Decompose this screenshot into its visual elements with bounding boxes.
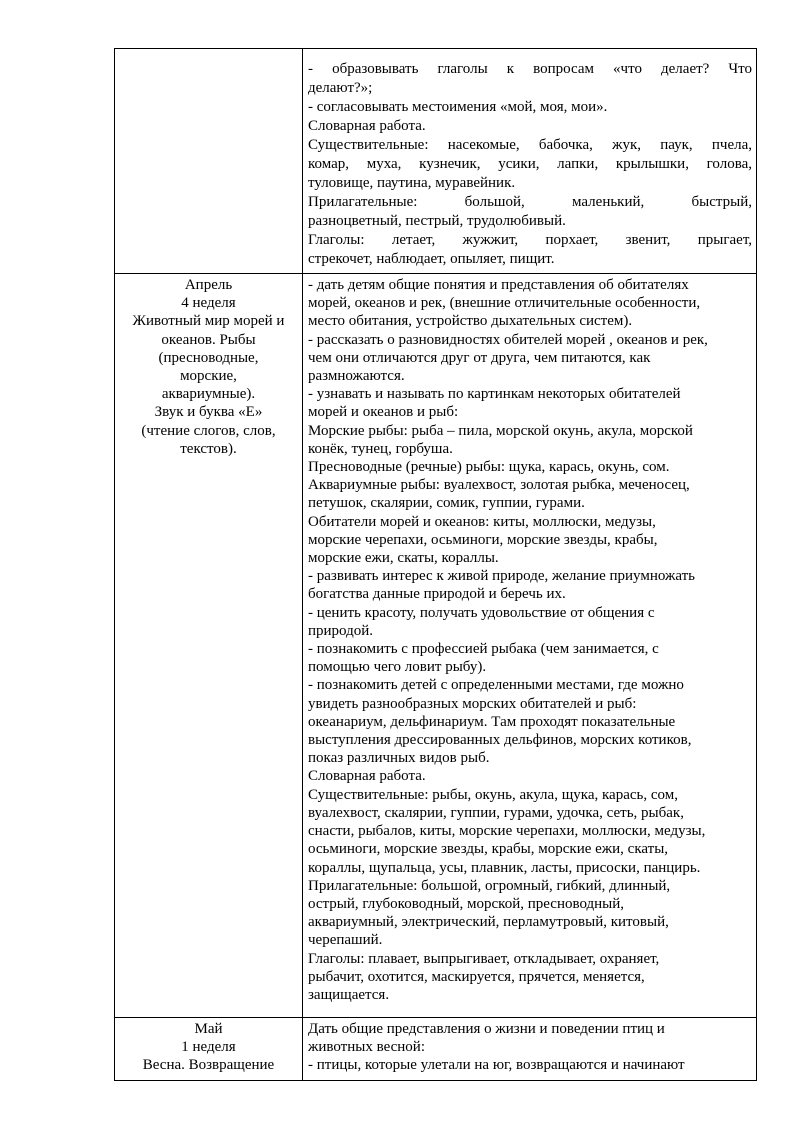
period-line: (чтение слогов, слов, bbox=[141, 422, 276, 439]
content-line: разноцветный, пестрый, трудолюбивый. bbox=[308, 213, 566, 229]
content-line: осьминоги, морские звезды, крабы, морские ежи, скаты, bbox=[308, 841, 669, 858]
content-cell bbox=[303, 1018, 757, 1081]
content-line: острый, глубоководный, морской, пресноводный, bbox=[308, 895, 625, 912]
content-cell bbox=[303, 274, 757, 1018]
content-line: - рассказать о разновидностях обителей морей , океанов и рек, bbox=[308, 331, 708, 348]
content-line: помощью чего ловит рыбу). bbox=[308, 659, 487, 676]
content-line: - узнавать и называть по картинкам некоторых обитателей bbox=[308, 386, 681, 403]
content-line: кораллы, щупальца, усы, плавник, ласты, присоски, панцирь. bbox=[308, 859, 701, 876]
content-line: океанариум, дельфинариум. Там проходят показательные bbox=[308, 713, 676, 730]
content-line: морские ежи, скаты, кораллы. bbox=[308, 550, 499, 567]
content-line: - ценить красоту, получать удовольствие от общения с bbox=[308, 604, 655, 621]
content-line: аквариумный, электрический, перламутровый, китовый, bbox=[308, 914, 669, 931]
content-line: Аквариумные рыбы: вуалехвост, золотая рыбка, меченосец, bbox=[308, 477, 690, 494]
period-line: морские, bbox=[180, 368, 237, 385]
content-line: черепаший. bbox=[308, 932, 383, 949]
period-line: Май bbox=[194, 1021, 223, 1037]
content-cell bbox=[303, 49, 757, 274]
content-line: комар, муха, кузнечик, усики, лапки, крылышки, голова, bbox=[308, 156, 752, 172]
period-line: аквариумные). bbox=[161, 386, 256, 403]
curriculum-table bbox=[114, 48, 757, 1081]
period-line: Весна. Возвращение bbox=[142, 1057, 275, 1074]
content-line: делают?»; bbox=[308, 80, 373, 96]
period-line: Звук и буква «Е» bbox=[154, 404, 263, 421]
table-row bbox=[115, 1018, 757, 1081]
content-line: - согласовывать местоимения «мой, моя, мои». bbox=[308, 99, 608, 115]
period-line: Апрель bbox=[184, 277, 233, 293]
period-line: 1 неделя bbox=[181, 1039, 236, 1056]
content-line: место обитания, устройство дыхательных систем). bbox=[308, 313, 633, 330]
content-line: размножаются. bbox=[308, 368, 405, 385]
table-row bbox=[115, 49, 757, 274]
period-cell bbox=[115, 49, 303, 274]
period-line: текстов). bbox=[180, 440, 237, 457]
content-line: Существительные: рыбы, окунь, акула, щука, карась, сом, bbox=[308, 786, 678, 803]
content-line: стрекочет, наблюдает, опыляет, пищит. bbox=[308, 251, 555, 267]
content-line: Глаголы: плавает, выпрыгивает, откладывает, охраняет, bbox=[308, 950, 660, 967]
period-cell bbox=[115, 274, 303, 1018]
period-line: Животный мир морей и bbox=[132, 313, 285, 330]
content-line: природой. bbox=[308, 622, 374, 639]
content-line: Прилагательные: большой, огромный, гибкий, длинный, bbox=[308, 877, 671, 894]
content-line: - птицы, которые улетали на юг, возвращаются и начинают bbox=[308, 1057, 685, 1074]
content-line: показ различных видов рыб. bbox=[308, 750, 490, 767]
content-line: Словарная работа. bbox=[308, 768, 426, 785]
content-line: Обитатели морей и океанов: киты, моллюски, медузы, bbox=[308, 513, 656, 530]
period-line: 4 неделя bbox=[181, 295, 236, 312]
content-line: рыбачит, охотится, маскируется, прячется, меняется, bbox=[308, 968, 645, 985]
content-line: морей и океанов и рыб: bbox=[308, 404, 459, 421]
period-line: океанов. Рыбы bbox=[161, 331, 256, 348]
content-line: защищается. bbox=[308, 986, 390, 1003]
content-line: увидеть разнообразных морских обитателей и рыб: bbox=[308, 695, 637, 712]
content-line: выступления дрессированных дельфинов, морских котиков, bbox=[308, 732, 692, 749]
content-line: Глаголы: летает, жужжит, порхает, звенит, прыгает, bbox=[308, 232, 752, 248]
content-line: снасти, рыбалов, киты, морские черепахи, моллюски, медузы, bbox=[308, 823, 706, 840]
content-line: - дать детям общие понятия и представления об обитателях bbox=[308, 277, 689, 293]
content-line: Дать общие представления о жизни и поведении птиц и bbox=[308, 1021, 665, 1037]
content-line: туловище, паутина, муравейник. bbox=[308, 175, 516, 191]
content-line: Словарная работа. bbox=[308, 118, 426, 134]
content-line: морей, океанов и рек, (внешние отличительные особенности, bbox=[308, 295, 701, 312]
content-line: Пресноводные (речные) рыбы: щука, карась, окунь, сом. bbox=[308, 459, 670, 476]
content-line: - образовывать глаголы к вопросам «что делает? Что bbox=[308, 61, 752, 77]
content-line: - развивать интерес к живой природе, желание приумножать bbox=[308, 568, 696, 585]
content-line: богатства данные природой и беречь их. bbox=[308, 586, 566, 603]
table-row bbox=[115, 274, 757, 1018]
content-line: животных весной: bbox=[308, 1039, 425, 1056]
content-line: Морские рыбы: рыба – пила, морской окунь, акула, морской bbox=[308, 422, 693, 439]
content-line: Прилагательные: большой, маленький, быстрый, bbox=[308, 194, 752, 210]
content-line: Существительные: насекомые, бабочка, жук, паук, пчела, bbox=[308, 137, 752, 153]
period-line: (пресноводные, bbox=[158, 349, 259, 366]
content-line: - познакомить детей с определенными местами, где можно bbox=[308, 677, 684, 694]
content-line: - познакомить с профессией рыбака (чем занимается, с bbox=[308, 641, 659, 658]
content-line: чем они отличаются друг от друга, чем питаются, как bbox=[308, 349, 651, 366]
content-line: петушок, скалярии, сомик, гуппии, гурами. bbox=[308, 495, 585, 512]
content-line: морские черепахи, осьминоги, морские звезды, крабы, bbox=[308, 531, 658, 548]
period-cell bbox=[115, 1018, 303, 1081]
content-line: вуалехвост, скалярии, гуппии, гурами, удочка, сеть, рыбак, bbox=[308, 804, 684, 821]
content-line: конёк, тунец, горбуша. bbox=[308, 440, 453, 457]
